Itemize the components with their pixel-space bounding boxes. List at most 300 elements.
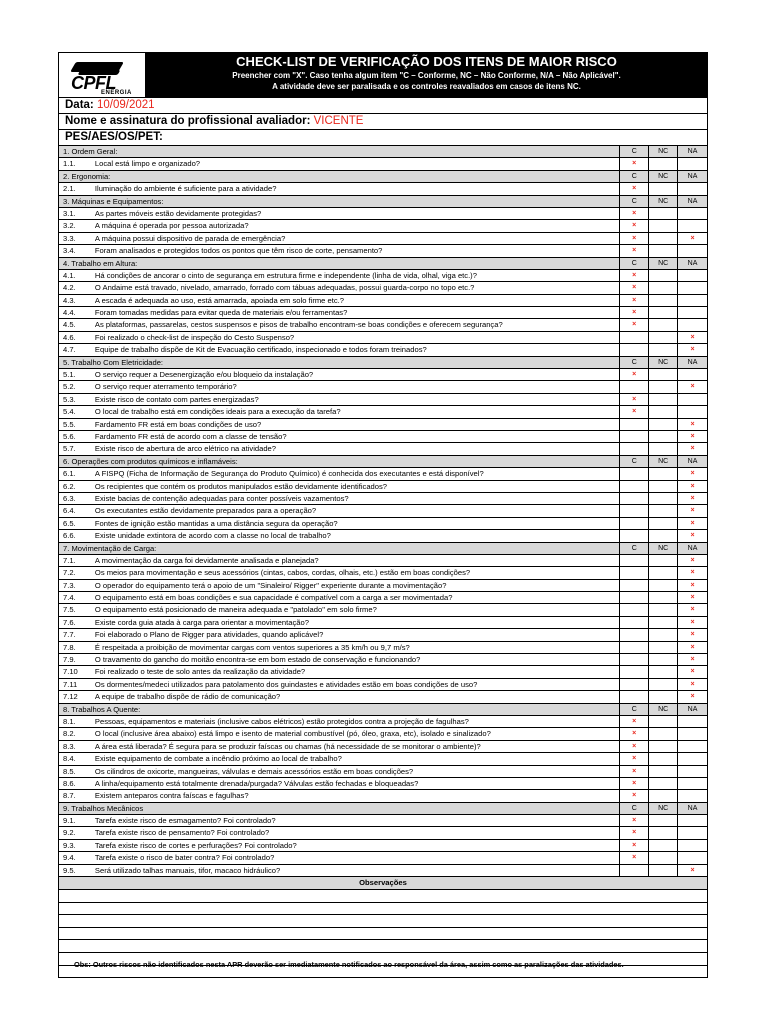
- mark-cell-na[interactable]: [677, 369, 707, 380]
- mark-cell-c[interactable]: [619, 815, 648, 826]
- footer-note: Obs: Outros riscos não identificados nesta APR deverão ser imediatamente notificados ao responsável da área, assim como as paralizações das atividades.: [74, 960, 624, 969]
- evaluator-label: Nome e assinatura do profissional avaliador:: [65, 115, 311, 127]
- mark-cell-c[interactable]: [619, 567, 648, 578]
- item-number: 8.4.: [63, 754, 76, 764]
- item-number: 7.5.: [63, 605, 76, 615]
- mark-cell-c[interactable]: [619, 580, 648, 591]
- mark-cell-na[interactable]: [677, 394, 707, 405]
- item-number: 3.1.: [63, 208, 76, 218]
- mark-cell-na[interactable]: [677, 270, 707, 281]
- mark-cell-nc[interactable]: [648, 443, 677, 454]
- x-mark-icon: ×: [632, 829, 637, 837]
- mark-cell-c[interactable]: [619, 319, 648, 330]
- mark-cell-c[interactable]: [619, 617, 648, 628]
- mark-cell-c[interactable]: [619, 233, 648, 244]
- mark-cell-nc[interactable]: [648, 604, 677, 615]
- mark-cell-nc[interactable]: [648, 580, 677, 591]
- mark-cell-na[interactable]: [677, 555, 707, 566]
- mark-cell-nc[interactable]: [648, 629, 677, 640]
- x-mark-icon: ×: [690, 693, 695, 701]
- checklist-item: [59, 443, 707, 455]
- item-text: Foram tomadas medidas para evitar queda de materiais e/ou ferramentas?: [94, 308, 348, 318]
- checklist-item: [59, 679, 707, 691]
- item-text: Pessoas, equipamentos e materiais (inclusive cabos elétricos) estão protegidos contra a projeção de fagulhas?: [94, 716, 469, 726]
- x-mark-icon: ×: [632, 841, 637, 849]
- mark-cell-nc[interactable]: [648, 778, 677, 789]
- item-text: Existe equipamento de combate a incêndio próximo ao local de trabalho?: [94, 754, 342, 764]
- x-mark-icon: ×: [632, 309, 637, 317]
- item-number: 7.4.: [63, 593, 76, 603]
- mark-cell-c[interactable]: [619, 332, 648, 343]
- item-number: 5.5.: [63, 419, 76, 429]
- checklist-item: [59, 629, 707, 641]
- mark-cell-nc[interactable]: [648, 642, 677, 653]
- item-text: Os dormentes/medeci utilizados para patolamento dos guindastes e atividades estão em boas condições de uso?: [94, 679, 478, 689]
- item-number: 3.4.: [63, 246, 76, 256]
- mark-cell-c[interactable]: [619, 666, 648, 677]
- mark-cell-nc[interactable]: [648, 741, 677, 752]
- mark-cell-c[interactable]: [619, 295, 648, 306]
- item-text: Existe risco de contato com partes energizadas?: [94, 394, 259, 404]
- mark-cell-nc[interactable]: [648, 245, 677, 256]
- mark-cell-na[interactable]: [677, 778, 707, 789]
- section-title: 1. Ordem Geral:: [63, 147, 118, 156]
- x-mark-icon: ×: [690, 494, 695, 502]
- item-number: 6.4.: [63, 506, 76, 516]
- item-number: 1.1.: [63, 159, 76, 169]
- mark-cell-na[interactable]: [677, 716, 707, 727]
- column-header: NC: [648, 258, 677, 269]
- mark-cell-c[interactable]: [619, 691, 648, 702]
- mark-cell-na[interactable]: [677, 530, 707, 541]
- mark-cell-nc[interactable]: [648, 319, 677, 330]
- checklist-sheet: [58, 52, 708, 978]
- mark-cell-nc[interactable]: [648, 394, 677, 405]
- mark-cell-na[interactable]: [677, 406, 707, 417]
- mark-cell-c[interactable]: [619, 604, 648, 615]
- x-mark-icon: ×: [632, 247, 637, 255]
- mark-cell-na[interactable]: [677, 431, 707, 442]
- mark-cell-nc[interactable]: [648, 691, 677, 702]
- x-mark-icon: ×: [690, 668, 695, 676]
- item-number: 6.6.: [63, 531, 76, 541]
- mark-cell-c[interactable]: [619, 741, 648, 752]
- header-note: A atividade deve ser paralisada e os controles reavaliados em casos de itens NC.: [272, 82, 581, 91]
- mark-cell-na[interactable]: [677, 481, 707, 492]
- mark-cell-nc[interactable]: [648, 406, 677, 417]
- mark-cell-c[interactable]: [619, 852, 648, 863]
- mark-cell-c[interactable]: [619, 468, 648, 479]
- mark-cell-nc[interactable]: [648, 530, 677, 541]
- mark-cell-na[interactable]: [677, 344, 707, 355]
- x-mark-icon: ×: [690, 507, 695, 515]
- mark-cell-c[interactable]: [619, 778, 648, 789]
- date-label: Data:: [65, 99, 94, 111]
- mark-cell-na[interactable]: [677, 815, 707, 826]
- checklist-item: [59, 741, 707, 753]
- item-text: É respeitada a proibição de movimentar cargas com ventos superiores a 35 km/h ou 9,7 m/s?: [94, 642, 410, 652]
- mark-cell-na[interactable]: [677, 307, 707, 318]
- checklist-item: [59, 369, 707, 381]
- item-number: 7.8.: [63, 642, 76, 652]
- item-text: Os cilindros de oxicorte, mangueiras, válvulas e demais acessórios estão em boas condições?: [94, 766, 414, 776]
- mark-cell-c[interactable]: [619, 208, 648, 219]
- column-header: C: [619, 456, 648, 467]
- column-header: NA: [677, 196, 707, 207]
- item-text: O local (inclusive área abaixo) está limpo e isento de material combustível (pó, óleo, graxa, etc), isolado e sinalizado?: [94, 729, 491, 739]
- x-mark-icon: ×: [690, 333, 695, 341]
- mark-cell-na[interactable]: [677, 654, 707, 665]
- mark-cell-na[interactable]: [677, 827, 707, 838]
- checklist-item: [59, 295, 707, 307]
- mark-cell-c[interactable]: [619, 827, 648, 838]
- mark-cell-na[interactable]: [677, 158, 707, 169]
- mark-cell-nc[interactable]: [648, 220, 677, 231]
- checklist-item: [59, 406, 707, 418]
- mark-cell-na[interactable]: [677, 852, 707, 863]
- mark-cell-nc[interactable]: [648, 753, 677, 764]
- mark-cell-nc[interactable]: [648, 481, 677, 492]
- item-text: Existe risco de abertura de arco elétrico na atividade?: [94, 444, 276, 454]
- mark-cell-nc[interactable]: [648, 555, 677, 566]
- column-header: NC: [648, 704, 677, 715]
- item-text: Os meios para movimentação e seus acessórios (cintas, cabos, cordas, olhais, etc.) estão em boas condições?: [94, 568, 471, 578]
- mark-cell-na[interactable]: [677, 468, 707, 479]
- item-text: O local de trabalho está em condições ideais para a execução da tarefa?: [94, 407, 341, 417]
- mark-cell-c[interactable]: [619, 394, 648, 405]
- mark-cell-c[interactable]: [619, 481, 648, 492]
- section-header: [59, 803, 707, 815]
- mark-cell-na[interactable]: [677, 790, 707, 801]
- mark-cell-c[interactable]: [619, 220, 648, 231]
- column-header: NC: [648, 196, 677, 207]
- item-number: 6.2.: [63, 481, 76, 491]
- mark-cell-nc[interactable]: [648, 505, 677, 516]
- mark-cell-c[interactable]: [619, 406, 648, 417]
- mark-cell-na[interactable]: [677, 220, 707, 231]
- section-header: [59, 543, 707, 555]
- mark-cell-na[interactable]: [677, 753, 707, 764]
- item-text: Tarefa existe risco de cortes e perfurações? Foi controlado?: [94, 840, 297, 850]
- mark-cell-nc[interactable]: [648, 295, 677, 306]
- column-header: NA: [677, 704, 707, 715]
- mark-cell-na[interactable]: [677, 233, 707, 244]
- x-mark-icon: ×: [690, 866, 695, 874]
- mark-cell-na[interactable]: [677, 592, 707, 603]
- item-number: 7.1.: [63, 555, 76, 565]
- x-mark-icon: ×: [632, 408, 637, 416]
- item-text: Existe corda guia atada à carga para orientar a movimentação?: [94, 617, 309, 627]
- mark-cell-na[interactable]: [677, 319, 707, 330]
- mark-cell-nc[interactable]: [648, 567, 677, 578]
- mark-cell-c[interactable]: [619, 790, 648, 801]
- mark-cell-nc[interactable]: [648, 852, 677, 863]
- mark-cell-na[interactable]: [677, 332, 707, 343]
- x-mark-icon: ×: [690, 383, 695, 391]
- mark-cell-c[interactable]: [619, 344, 648, 355]
- mark-cell-na[interactable]: [677, 208, 707, 219]
- x-mark-icon: ×: [690, 234, 695, 242]
- mark-cell-c[interactable]: [619, 419, 648, 430]
- item-text: Existem anteparos contra faíscas e fagulhas?: [94, 791, 249, 801]
- item-text: Existe unidade extintora de acordo com a classe no local de trabalho?: [94, 531, 331, 541]
- checklist-item: [59, 604, 707, 616]
- checklist-body: [59, 146, 707, 877]
- mark-cell-na[interactable]: [677, 840, 707, 851]
- checklist-item: [59, 518, 707, 530]
- mark-cell-nc[interactable]: [648, 158, 677, 169]
- evaluator-row: [59, 114, 707, 130]
- mark-cell-c[interactable]: [619, 431, 648, 442]
- observation-line[interactable]: [59, 890, 707, 903]
- mark-cell-c[interactable]: [619, 530, 648, 541]
- mark-cell-na[interactable]: [677, 518, 707, 529]
- mark-cell-nc[interactable]: [648, 617, 677, 628]
- column-header: C: [619, 357, 648, 368]
- item-number: 4.6.: [63, 332, 76, 342]
- checklist-item: [59, 208, 707, 220]
- mark-cell-c[interactable]: [619, 505, 648, 516]
- item-number: 6.1.: [63, 469, 76, 479]
- mark-cell-nc[interactable]: [648, 381, 677, 392]
- observation-line[interactable]: [59, 903, 707, 916]
- mark-cell-c[interactable]: [619, 381, 648, 392]
- item-number: 6.3.: [63, 493, 76, 503]
- column-header: C: [619, 196, 648, 207]
- mark-cell-nc[interactable]: [648, 270, 677, 281]
- x-mark-icon: ×: [690, 643, 695, 651]
- mark-cell-c[interactable]: [619, 865, 648, 876]
- mark-cell-nc[interactable]: [648, 827, 677, 838]
- mark-cell-nc[interactable]: [648, 518, 677, 529]
- mark-cell-c[interactable]: [619, 443, 648, 454]
- mark-cell-na[interactable]: [677, 604, 707, 615]
- x-mark-icon: ×: [690, 581, 695, 589]
- mark-cell-c[interactable]: [619, 766, 648, 777]
- item-number: 4.4.: [63, 308, 76, 318]
- column-header: NC: [648, 543, 677, 554]
- x-mark-icon: ×: [690, 606, 695, 614]
- mark-cell-c[interactable]: [619, 369, 648, 380]
- mark-cell-c[interactable]: [619, 282, 648, 293]
- section-header: [59, 196, 707, 208]
- checklist-item: [59, 332, 707, 344]
- item-number: 7.6.: [63, 617, 76, 627]
- checklist-item: [59, 728, 707, 740]
- x-mark-icon: ×: [690, 482, 695, 490]
- pes-label: PES/AES/OS/PET:: [65, 131, 163, 143]
- checklist-item: [59, 381, 707, 393]
- item-text: A movimentação da carga foi devidamente analisada e planejada?: [94, 555, 319, 565]
- section-title: 7. Movimentação de Carga:: [63, 543, 157, 553]
- mark-cell-c[interactable]: [619, 642, 648, 653]
- x-mark-icon: ×: [632, 730, 637, 738]
- observation-line[interactable]: [59, 915, 707, 928]
- mark-cell-c[interactable]: [619, 518, 648, 529]
- header: [59, 53, 707, 98]
- mark-cell-na[interactable]: [677, 629, 707, 640]
- item-number: 8.6.: [63, 778, 76, 788]
- mark-cell-na[interactable]: [677, 679, 707, 690]
- checklist-item: [59, 592, 707, 604]
- observation-line[interactable]: [59, 940, 707, 953]
- column-header: C: [619, 543, 648, 554]
- mark-cell-c[interactable]: [619, 753, 648, 764]
- column-header: NA: [677, 146, 707, 157]
- item-number: 7.10: [63, 667, 78, 677]
- mark-cell-na[interactable]: [677, 580, 707, 591]
- column-header: NA: [677, 456, 707, 467]
- mark-cell-c[interactable]: [619, 840, 648, 851]
- item-text: A máquina possui dispositivo de parada de emergência?: [94, 233, 286, 243]
- mark-cell-na[interactable]: [677, 766, 707, 777]
- checklist-item: [59, 753, 707, 765]
- mark-cell-nc[interactable]: [648, 728, 677, 739]
- mark-cell-nc[interactable]: [648, 679, 677, 690]
- x-mark-icon: ×: [632, 296, 637, 304]
- mark-cell-na[interactable]: [677, 865, 707, 876]
- column-header: NA: [677, 258, 707, 269]
- mark-cell-nc[interactable]: [648, 815, 677, 826]
- item-text: Será utilizado talhas manuais, tifor, macaco hidráulico?: [94, 865, 281, 875]
- mark-cell-na[interactable]: [677, 443, 707, 454]
- x-mark-icon: ×: [690, 631, 695, 639]
- mark-cell-nc[interactable]: [648, 431, 677, 442]
- instructions: Preencher com "X". Caso tenha algum item "C – Conforme, NC – Não Conforme, N/A – Não Aplicável".: [232, 71, 621, 80]
- mark-cell-c[interactable]: [619, 183, 648, 194]
- checklist-item: [59, 270, 707, 282]
- x-mark-icon: ×: [632, 321, 637, 329]
- mark-cell-na[interactable]: [677, 381, 707, 392]
- checklist-item: [59, 307, 707, 319]
- section-header: [59, 258, 707, 270]
- mark-cell-nc[interactable]: [648, 344, 677, 355]
- x-mark-icon: ×: [632, 717, 637, 725]
- mark-cell-na[interactable]: [677, 728, 707, 739]
- x-mark-icon: ×: [690, 445, 695, 453]
- mark-cell-nc[interactable]: [648, 307, 677, 318]
- x-mark-icon: ×: [632, 742, 637, 750]
- mark-cell-na[interactable]: [677, 245, 707, 256]
- date-value[interactable]: 10/09/2021: [96, 99, 155, 111]
- mark-cell-na[interactable]: [677, 567, 707, 578]
- checklist-item: [59, 394, 707, 406]
- mark-cell-nc[interactable]: [648, 369, 677, 380]
- item-text: Fardamento FR está de acordo com a classe de tensão?: [94, 431, 287, 441]
- mark-cell-na[interactable]: [677, 183, 707, 194]
- item-number: 5.1.: [63, 370, 76, 380]
- mark-cell-na[interactable]: [677, 493, 707, 504]
- mark-cell-c[interactable]: [619, 555, 648, 566]
- mark-cell-c[interactable]: [619, 592, 648, 603]
- mark-cell-nc[interactable]: [648, 654, 677, 665]
- item-number: 7.9.: [63, 655, 76, 665]
- mark-cell-c[interactable]: [619, 493, 648, 504]
- column-header: NA: [677, 357, 707, 368]
- observation-line[interactable]: [59, 928, 707, 941]
- item-text: Há condições de ancorar o cinto de segurança em estrutura firme e independente (linha de vida, olhal, viga etc.)?: [94, 270, 477, 280]
- mark-cell-na[interactable]: [677, 642, 707, 653]
- item-number: 9.4.: [63, 853, 76, 863]
- mark-cell-nc[interactable]: [648, 790, 677, 801]
- mark-cell-na[interactable]: [677, 282, 707, 293]
- mark-cell-na[interactable]: [677, 691, 707, 702]
- column-header: NC: [648, 357, 677, 368]
- mark-cell-nc[interactable]: [648, 592, 677, 603]
- item-number: 8.3.: [63, 741, 76, 751]
- x-mark-icon: ×: [632, 185, 637, 193]
- mark-cell-nc[interactable]: [648, 493, 677, 504]
- mark-cell-c[interactable]: [619, 728, 648, 739]
- evaluator-value[interactable]: VICENTE: [313, 115, 364, 127]
- mark-cell-na[interactable]: [677, 666, 707, 677]
- mark-cell-c[interactable]: [619, 158, 648, 169]
- checklist-item: [59, 419, 707, 431]
- mark-cell-nc[interactable]: [648, 716, 677, 727]
- x-mark-icon: ×: [690, 556, 695, 564]
- mark-cell-nc[interactable]: [648, 468, 677, 479]
- cpfl-logo: [59, 53, 146, 97]
- mark-cell-c[interactable]: [619, 654, 648, 665]
- mark-cell-nc[interactable]: [648, 419, 677, 430]
- checklist-item: [59, 493, 707, 505]
- mark-cell-nc[interactable]: [648, 865, 677, 876]
- mark-cell-na[interactable]: [677, 505, 707, 516]
- x-mark-icon: ×: [690, 618, 695, 626]
- mark-cell-na[interactable]: [677, 295, 707, 306]
- item-text: A área está liberada? É segura para se produzir faíscas ou chamas (há necessidade de se monitorar o ambiente)?: [94, 741, 481, 751]
- mark-cell-nc[interactable]: [648, 666, 677, 677]
- item-number: 5.4.: [63, 407, 76, 417]
- mark-cell-nc[interactable]: [648, 233, 677, 244]
- mark-cell-nc[interactable]: [648, 183, 677, 194]
- logo-sub: ENERGIA: [101, 90, 132, 96]
- column-header: NC: [648, 171, 677, 182]
- mark-cell-c[interactable]: [619, 716, 648, 727]
- x-mark-icon: ×: [690, 420, 695, 428]
- mark-cell-nc[interactable]: [648, 332, 677, 343]
- x-mark-icon: ×: [632, 284, 637, 292]
- item-text: Foi realizado o check-list de inspeção do Cesto Suspenso?: [94, 332, 295, 342]
- item-number: 5.2.: [63, 382, 76, 392]
- section-title: 3. Máquinas e Equipamentos:: [63, 196, 164, 206]
- mark-cell-na[interactable]: [677, 617, 707, 628]
- checklist-item: [59, 852, 707, 864]
- page-title: CHECK-LIST DE VERIFICAÇÃO DOS ITENS DE MAIOR RISCO: [236, 54, 617, 69]
- column-header: C: [619, 803, 648, 814]
- mark-cell-na[interactable]: [677, 741, 707, 752]
- item-text: Fardamento FR está em boas condições de uso?: [94, 419, 262, 429]
- column-header: NA: [677, 171, 707, 182]
- mark-cell-nc[interactable]: [648, 766, 677, 777]
- mark-cell-c[interactable]: [619, 245, 648, 256]
- item-number: 6.5.: [63, 518, 76, 528]
- x-mark-icon: ×: [632, 371, 637, 379]
- item-text: O serviço requer a Desenergização e/ou bloqueio da instalação?: [94, 370, 314, 380]
- mark-cell-na[interactable]: [677, 419, 707, 430]
- mark-cell-nc[interactable]: [648, 840, 677, 851]
- item-number: 5.7.: [63, 444, 76, 454]
- mark-cell-c[interactable]: [619, 307, 648, 318]
- mark-cell-c[interactable]: [619, 629, 648, 640]
- mark-cell-c[interactable]: [619, 270, 648, 281]
- checklist-item: [59, 778, 707, 790]
- mark-cell-nc[interactable]: [648, 282, 677, 293]
- mark-cell-c[interactable]: [619, 679, 648, 690]
- mark-cell-nc[interactable]: [648, 208, 677, 219]
- item-text: Iluminação do ambiente é suficiente para a atividade?: [94, 184, 277, 194]
- column-header: NC: [648, 146, 677, 157]
